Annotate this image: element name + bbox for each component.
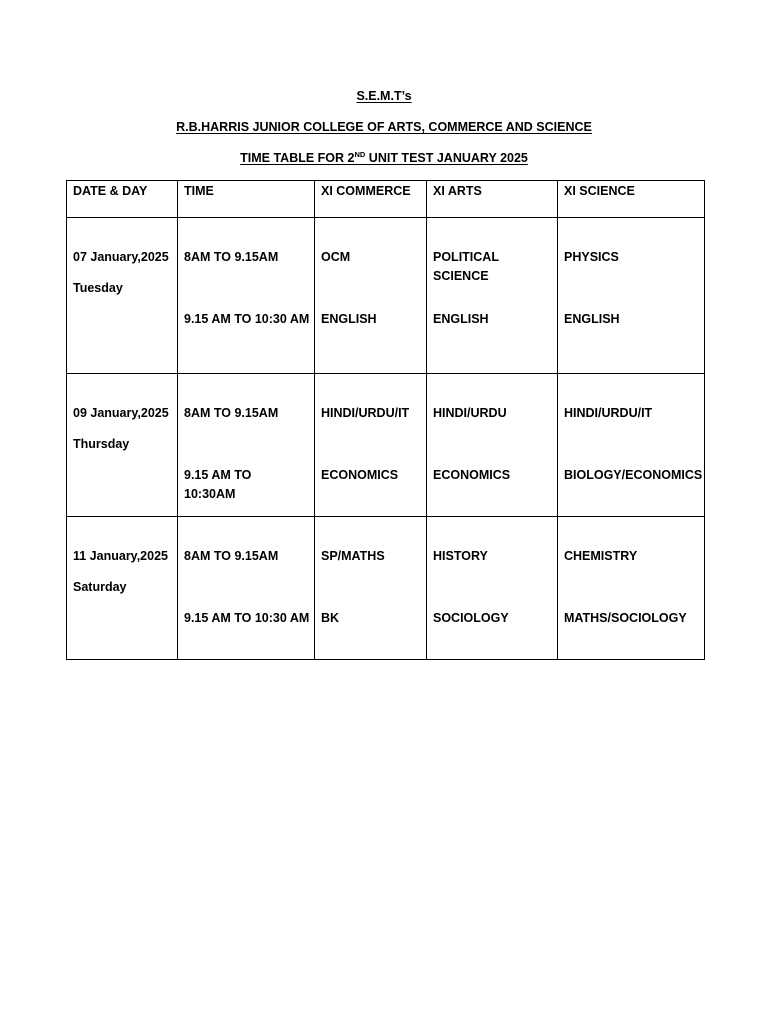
title-superscript: ND <box>354 150 366 159</box>
subject: SP/MATHS <box>321 549 385 563</box>
table-row <box>67 218 705 374</box>
slot-time: 9.15 AM TO 10:30 AM <box>184 611 310 625</box>
subject: HINDI/URDU/IT <box>564 406 653 420</box>
slot-time: 8AM TO 9.15AM <box>184 549 279 563</box>
commerce-cell <box>315 517 427 660</box>
science-cell <box>558 218 705 374</box>
subject: OCM <box>321 250 351 264</box>
slot-time: 9.15 AM TO 10:30 AM <box>184 312 310 326</box>
subject: ENGLISH <box>433 312 489 326</box>
subject: BK <box>321 611 340 625</box>
subject: CHEMISTRY <box>564 549 638 563</box>
header-time: TIME <box>178 181 315 218</box>
subject: ECONOMICS <box>321 468 399 482</box>
title-prefix: TIME TABLE FOR 2 <box>240 151 355 165</box>
subject: POLITICAL SCIENCE <box>433 250 499 283</box>
subject: ECONOMICS <box>433 468 511 482</box>
arts-cell <box>427 517 558 660</box>
timetable <box>66 180 705 660</box>
timetable-title <box>0 151 768 165</box>
table-header-row <box>67 181 705 218</box>
subject: ENGLISH <box>564 312 620 326</box>
header-xi-science: XI SCIENCE <box>558 181 705 218</box>
commerce-cell <box>315 218 427 374</box>
table-row <box>67 517 705 660</box>
subject: BIOLOGY/ECONOMICS <box>564 468 703 482</box>
subject: HINDI/URDU/IT <box>321 406 410 420</box>
header-date-day: DATE & DAY <box>67 181 178 218</box>
arts-cell <box>427 218 558 374</box>
commerce-cell <box>315 374 427 517</box>
date: 09 January,2025 <box>73 406 169 420</box>
subject: HINDI/URDU <box>433 406 507 420</box>
subject: HISTORY <box>433 549 488 563</box>
date: 07 January,2025 <box>73 250 169 264</box>
arts-cell <box>427 374 558 517</box>
date-cell <box>67 374 178 517</box>
college-name: R.B.HARRIS JUNIOR COLLEGE OF ARTS, COMMERCE AND SCIENCE <box>176 120 592 134</box>
slot-time: 8AM TO 9.15AM <box>184 406 279 420</box>
date: 11 January,2025 <box>73 549 168 563</box>
header-xi-arts: XI ARTS <box>427 181 558 218</box>
science-cell <box>558 374 705 517</box>
science-cell <box>558 517 705 660</box>
weekday: Saturday <box>73 580 127 594</box>
time-cell <box>178 374 315 517</box>
weekday: Tuesday <box>73 281 123 295</box>
header-xi-commerce: XI COMMERCE <box>315 181 427 218</box>
weekday: Thursday <box>73 437 130 451</box>
subject: MATHS/SOCIOLOGY <box>564 611 687 625</box>
time-cell <box>178 517 315 660</box>
subject: ENGLISH <box>321 312 377 326</box>
subject: PHYSICS <box>564 250 619 264</box>
date-cell <box>67 517 178 660</box>
time-cell <box>178 218 315 374</box>
slot-time: 9.15 AM TO 10:30AM <box>184 468 252 501</box>
subject: SOCIOLOGY <box>433 611 509 625</box>
org-name: S.E.M.T’s <box>356 89 412 103</box>
slot-time: 8AM TO 9.15AM <box>184 250 279 264</box>
title-suffix: UNIT TEST JANUARY 2025 <box>365 151 528 165</box>
table-row <box>67 374 705 517</box>
date-cell <box>67 218 178 374</box>
